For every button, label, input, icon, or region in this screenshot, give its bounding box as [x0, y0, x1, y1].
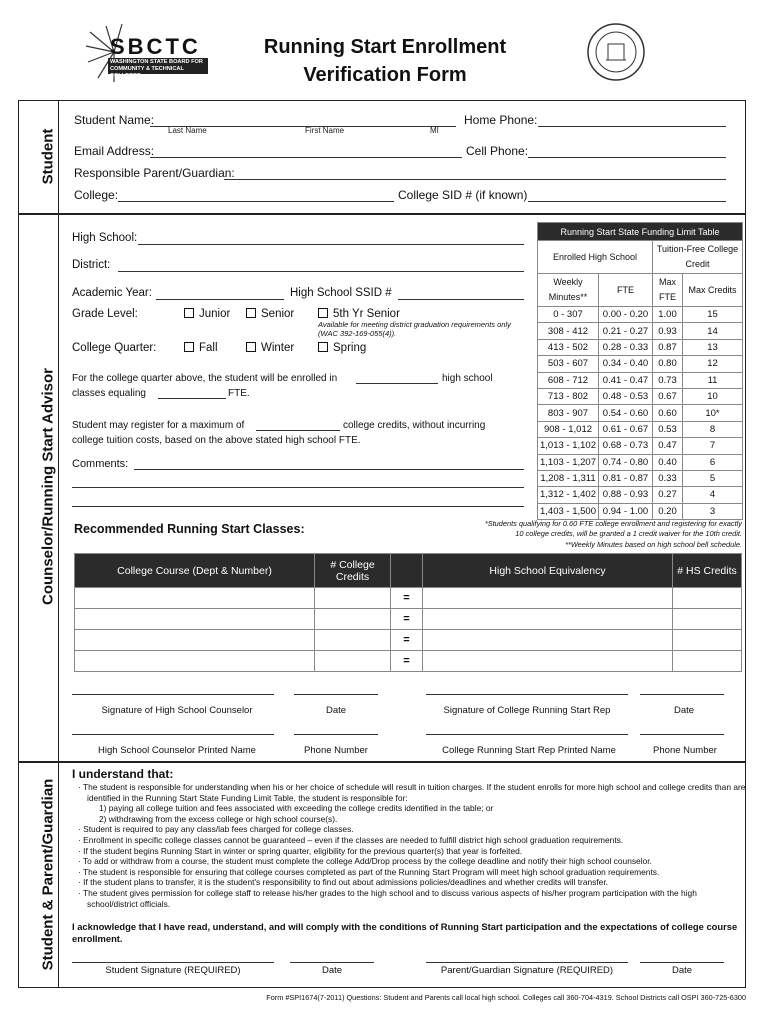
funding-cell-credits: 5	[683, 470, 743, 486]
understand-item: · The student is responsible for ensuring that college courses completed as part of the Running Start Program will meet high school graduation requirements.	[78, 866, 660, 877]
fall-checkbox[interactable]	[184, 342, 218, 355]
funding-cell-credits: 15	[683, 307, 743, 323]
course-row	[75, 609, 742, 630]
grade-level-label: Grade Level:	[72, 308, 138, 320]
funding-cell-fte: 0.61 - 0.67	[599, 421, 653, 437]
hs-equivalency-input[interactable]	[423, 588, 673, 609]
hs-equivalency-header: High School Equivalency	[423, 554, 673, 588]
district-field[interactable]	[118, 271, 524, 272]
senior-label: Senior	[261, 308, 295, 320]
hs-counselor-sig-line[interactable]	[72, 694, 274, 695]
hs-credits-input[interactable]	[673, 630, 742, 651]
course-input[interactable]	[75, 588, 315, 609]
funding-row	[538, 307, 743, 323]
college-credits-input[interactable]	[315, 651, 391, 672]
funding-cell-max-fte: 0.93	[653, 323, 683, 339]
footer: Form #SPI1674(7-2011) Questions: Student and Parents call local high school. Colleges call 360-704-4319. School Districts call OSPI 360-725-6300	[266, 993, 746, 1002]
funding-cell-max-fte: 0.80	[653, 356, 683, 372]
funding-cell-fte: 0.94 - 1.00	[599, 503, 653, 519]
acknowledgement: I acknowledge that I have read, understand, and will comply with the conditions of Running Start participation and the expectations of college course enrollment.	[72, 921, 738, 944]
funding-cell-credits: 10*	[683, 405, 743, 421]
funding-cell-fte: 0.28 - 0.33	[599, 339, 653, 355]
student-section-label: Student	[39, 128, 57, 185]
college-field[interactable]	[118, 201, 394, 202]
college-sid-field[interactable]	[528, 201, 726, 202]
funding-row	[538, 503, 743, 519]
ssid-field[interactable]	[398, 299, 524, 300]
comments-field-3[interactable]	[72, 506, 524, 507]
course-input[interactable]	[75, 630, 315, 651]
fifth-yr-label: 5th Yr Senior	[333, 308, 400, 320]
funding-cell-credits: 13	[683, 339, 743, 355]
course-row	[75, 651, 742, 672]
district-label: District:	[72, 259, 111, 271]
checkbox-icon	[184, 342, 194, 352]
funding-row	[538, 421, 743, 437]
funding-cell-max-fte: 0.27	[653, 487, 683, 503]
hs-credits-input[interactable]	[673, 609, 742, 630]
form-title-line2: Verification Form	[303, 64, 467, 86]
hs-credits-header: # HS Credits	[673, 554, 742, 588]
senior-checkbox[interactable]	[246, 308, 294, 321]
checkbox-icon	[246, 342, 256, 352]
register-text-c: college tuition costs, based on the above stated high school FTE.	[72, 435, 361, 446]
funding-cell-minutes: 1,103 - 1,207	[538, 454, 599, 470]
funding-cell-credits: 6	[683, 454, 743, 470]
student-date-line[interactable]	[290, 962, 374, 963]
funding-cell-minutes: 1,403 - 1,500	[538, 503, 599, 519]
enroll-text-d: FTE.	[228, 388, 250, 399]
funding-cell-minutes: 413 - 502	[538, 339, 599, 355]
college-sid-label: College SID # (if known)	[398, 188, 528, 202]
rep-phone-line[interactable]	[640, 734, 724, 735]
academic-year-label: Academic Year:	[72, 287, 152, 299]
enroll-classes-field[interactable]	[356, 383, 438, 384]
guardian-date-label: Date	[671, 965, 693, 976]
comments-label: Comments:	[72, 458, 129, 470]
enrolled-hs-header: Enrolled High School	[538, 241, 653, 274]
course-row	[75, 630, 742, 651]
equals-sign: =	[391, 651, 423, 672]
register-text-b: college credits, without incurring	[343, 420, 486, 431]
funding-note-3: **Weekly Minutes based on high school bell schedule.	[565, 540, 742, 549]
counselor-printed-label: High School Counselor Printed Name	[98, 745, 256, 756]
checkbox-icon	[318, 308, 328, 318]
funding-cell-fte: 0.54 - 0.60	[599, 405, 653, 421]
cell-phone-field[interactable]	[528, 157, 726, 158]
college-label: College:	[74, 188, 119, 202]
funding-cell-fte: 0.21 - 0.27	[599, 323, 653, 339]
hs-equivalency-input[interactable]	[423, 609, 673, 630]
college-credits-input[interactable]	[315, 588, 391, 609]
ssid-label: High School SSID #	[290, 287, 392, 299]
college-rep-sig-line[interactable]	[426, 694, 628, 695]
junior-checkbox[interactable]	[184, 308, 230, 321]
funding-cell-fte: 0.00 - 0.20	[599, 307, 653, 323]
counselor-date-label: Date	[325, 705, 347, 716]
funding-cell-minutes: 503 - 607	[538, 356, 599, 372]
fifth-yr-note1: Available for meeting district graduation requirements only	[318, 320, 511, 329]
understand-heading: I understand that:	[72, 767, 174, 781]
funding-cell-fte: 0.48 - 0.53	[599, 388, 653, 404]
home-phone-field[interactable]	[538, 126, 726, 127]
equals-sign: =	[391, 630, 423, 651]
counselor-date-line[interactable]	[294, 694, 378, 695]
rep-phone-label: Phone Number	[653, 745, 717, 756]
college-rep-sig-label: Signature of College Running Start Rep	[443, 705, 611, 716]
fifth-yr-note2: (WAC 392-169-055(4)).	[318, 329, 397, 338]
winter-label: Winter	[261, 342, 295, 354]
funding-cell-credits: 11	[683, 372, 743, 388]
max-credits-field[interactable]	[256, 430, 340, 431]
funding-row	[538, 356, 743, 372]
college-credits-input[interactable]	[315, 609, 391, 630]
guardian-label: Responsible Parent/Guardian:	[74, 166, 235, 180]
max-fte-header: Max FTE	[653, 274, 683, 307]
enroll-text-c: classes equaling	[72, 388, 146, 399]
comments-field-2[interactable]	[72, 487, 524, 488]
high-school-label: High School:	[72, 232, 138, 244]
course-input[interactable]	[75, 651, 315, 672]
counselor-phone-label: Phone Number	[304, 745, 368, 756]
course-input[interactable]	[75, 609, 315, 630]
checkbox-icon	[318, 342, 328, 352]
funding-cell-max-fte: 0.87	[653, 339, 683, 355]
high-school-field[interactable]	[138, 244, 524, 245]
understand-item: · If the student begins Running Start in winter or spring quarter, eligibility for the previous quarter(s) that year is forfeited.	[78, 845, 523, 856]
funding-table-title: Running Start State Funding Limit Table	[538, 223, 743, 241]
college-credits-header: # College Credits	[315, 554, 391, 588]
spring-checkbox[interactable]	[318, 342, 366, 355]
funding-cell-minutes: 713 - 802	[538, 388, 599, 404]
rep-date-line[interactable]	[640, 694, 724, 695]
first-name-label: First Name	[305, 126, 345, 135]
student-name-label: Student Name:	[74, 113, 155, 127]
guardian-sig-label: Parent/Guardian Signature (REQUIRED)	[440, 965, 614, 976]
mi-label: MI	[430, 126, 439, 135]
understand-item: · If the student plans to transfer, it is the student's responsibility to find out about admissions policies/deadlines and whether credits will transfer.	[78, 877, 608, 888]
funding-cell-minutes: 1,013 - 1,102	[538, 438, 599, 454]
checkbox-icon	[184, 308, 194, 318]
funding-row	[538, 388, 743, 404]
rep-printed-label: College Running Start Rep Printed Name	[442, 745, 616, 756]
fall-label: Fall	[199, 342, 218, 354]
sbctc-logo	[84, 22, 214, 84]
funding-cell-minutes: 1,312 - 1,402	[538, 487, 599, 503]
funding-row	[538, 339, 743, 355]
equals-sign: =	[391, 588, 423, 609]
funding-row	[538, 438, 743, 454]
academic-year-field[interactable]	[156, 299, 284, 300]
college-credits-input[interactable]	[315, 630, 391, 651]
funding-cell-fte: 0.34 - 0.40	[599, 356, 653, 372]
tuition-free-header: Tuition-Free College Credit	[653, 241, 743, 274]
guardian-sig-line[interactable]	[426, 962, 628, 963]
funding-row	[538, 487, 743, 503]
counselor-section-label: Counselor/Running Start Advisor	[39, 368, 57, 605]
funding-cell-credits: 7	[683, 438, 743, 454]
courses-title: Recommended Running Start Classes:	[74, 522, 305, 536]
funding-row	[538, 454, 743, 470]
college-quarter-label: College Quarter:	[72, 342, 157, 354]
course-header: College Course (Dept & Number)	[75, 554, 315, 588]
form-title	[220, 33, 550, 89]
understand-item: · Enrollment in specific college classes cannot be guaranteed – even if the classes are needed to fulfill district high school graduation requirements.	[78, 834, 624, 845]
funding-cell-max-fte: 0.33	[653, 470, 683, 486]
last-name-label: Last Name	[168, 126, 207, 135]
guardian-section-label: Student & Parent/Guardian	[39, 778, 57, 971]
fte-header: FTE	[599, 274, 653, 307]
funding-cell-credits: 8	[683, 421, 743, 437]
funding-cell-fte: 0.68 - 0.73	[599, 438, 653, 454]
funding-cell-credits: 3	[683, 503, 743, 519]
funding-cell-fte: 0.41 - 0.47	[599, 372, 653, 388]
funding-cell-max-fte: 0.60	[653, 405, 683, 421]
comments-field-1[interactable]	[134, 469, 524, 470]
logo-subtitle: WASHINGTON STATE BOARD FOR COMMUNITY & TECHNICAL COLLEGES	[110, 59, 203, 79]
understand-item: · To add or withdraw from a course, the student must complete the college Add/Drop process by the college deadline and notify their high school counselor.	[78, 856, 652, 867]
funding-cell-credits: 12	[683, 356, 743, 372]
seal-icon	[586, 22, 646, 82]
funding-cell-max-fte: 0.47	[653, 438, 683, 454]
understand-list	[78, 782, 746, 909]
funding-cell-minutes: 308 - 412	[538, 323, 599, 339]
funding-cell-credits: 4	[683, 487, 743, 503]
course-row	[75, 588, 742, 609]
funding-cell-minutes: 803 - 907	[538, 405, 599, 421]
hs-credits-input[interactable]	[673, 651, 742, 672]
student-date-label: Date	[321, 965, 343, 976]
funding-cell-fte: 0.88 - 0.93	[599, 487, 653, 503]
funding-cell-fte: 0.81 - 0.87	[599, 470, 653, 486]
rep-date-label: Date	[673, 705, 695, 716]
understand-item: · The student gives permission for college staff to release his/her grades to the high school and to discuss various aspects of his/her program participation with the high school/district officials.	[78, 887, 697, 909]
funding-note-1: *Students qualifying for 0.60 FTE college enrollment and registering for exactly	[484, 519, 742, 528]
courses-table	[74, 553, 742, 672]
email-label: Email Address:	[74, 144, 155, 158]
funding-cell-max-fte: 0.67	[653, 388, 683, 404]
max-credits-header: Max Credits	[683, 274, 743, 307]
funding-cell-minutes: 908 - 1,012	[538, 421, 599, 437]
guardian-date-line[interactable]	[640, 962, 724, 963]
funding-note-2: 10 college credits, will be granted a 1 credit waiver for the 10th credit.	[515, 529, 742, 538]
funding-row	[538, 372, 743, 388]
checkbox-icon	[246, 308, 256, 318]
funding-cell-max-fte: 0.53	[653, 421, 683, 437]
form-title-line1: Running Start Enrollment	[263, 36, 507, 58]
weekly-minutes-header: Weekly Minutes**	[538, 274, 599, 307]
hs-counselor-sig-label: Signature of High School Counselor	[101, 705, 253, 716]
funding-cell-minutes: 0 - 307	[538, 307, 599, 323]
spring-label: Spring	[333, 342, 367, 354]
cell-phone-label: Cell Phone:	[466, 144, 529, 158]
funding-cell-credits: 10	[683, 388, 743, 404]
funding-cell-max-fte: 0.20	[653, 503, 683, 519]
rep-printed-line[interactable]	[426, 734, 628, 735]
understand-item: · Student is required to pay any class/lab fees charged for college classes.	[78, 824, 354, 835]
equals-sign: =	[391, 609, 423, 630]
funding-row	[538, 405, 743, 421]
enroll-text-a: For the college quarter above, the student will be enrolled in	[72, 373, 338, 384]
guardian-field[interactable]	[224, 179, 726, 180]
home-phone-label: Home Phone:	[464, 113, 538, 127]
enroll-text-b: high school	[442, 373, 493, 384]
hs-equivalency-input[interactable]	[423, 651, 673, 672]
register-text-a: Student may register for a maximum of	[72, 420, 245, 431]
hs-equivalency-input[interactable]	[423, 630, 673, 651]
funding-cell-max-fte: 0.73	[653, 372, 683, 388]
logo-name: SBCTC	[110, 34, 201, 59]
funding-limit-table	[537, 222, 743, 520]
counselor-printed-line[interactable]	[72, 734, 274, 735]
hs-credits-input[interactable]	[673, 588, 742, 609]
funding-cell-max-fte: 0.40	[653, 454, 683, 470]
funding-cell-minutes: 1,208 - 1,311	[538, 470, 599, 486]
junior-label: Junior	[199, 308, 231, 320]
funding-row	[538, 470, 743, 486]
email-field[interactable]	[150, 157, 462, 158]
understand-item: · The student is responsible for understanding when his or her choice of schedule will result in tuition charges. If the student enrolls for more high school and college credits than are identified in the Running Start State Funding Limit Table, the student is responsible for:	[78, 782, 746, 803]
funding-cell-minutes: 608 - 712	[538, 372, 599, 388]
funding-row	[538, 323, 743, 339]
funding-cell-max-fte: 1.00	[653, 307, 683, 323]
counselor-phone-line[interactable]	[294, 734, 378, 735]
enroll-fte-field[interactable]	[158, 398, 226, 399]
funding-cell-credits: 14	[683, 323, 743, 339]
student-sig-label: Student Signature (REQUIRED)	[105, 965, 241, 976]
funding-cell-fte: 0.74 - 0.80	[599, 454, 653, 470]
understand-subitem: 1) paying all college tuition and fees associated with exceeding the college credits identified in the table; or	[99, 803, 494, 814]
understand-subitem: 2) withdrawing from the excess college or high school course(s).	[99, 813, 338, 824]
state-seal	[586, 22, 646, 82]
winter-checkbox[interactable]	[246, 342, 294, 355]
student-sig-line[interactable]	[72, 962, 274, 963]
